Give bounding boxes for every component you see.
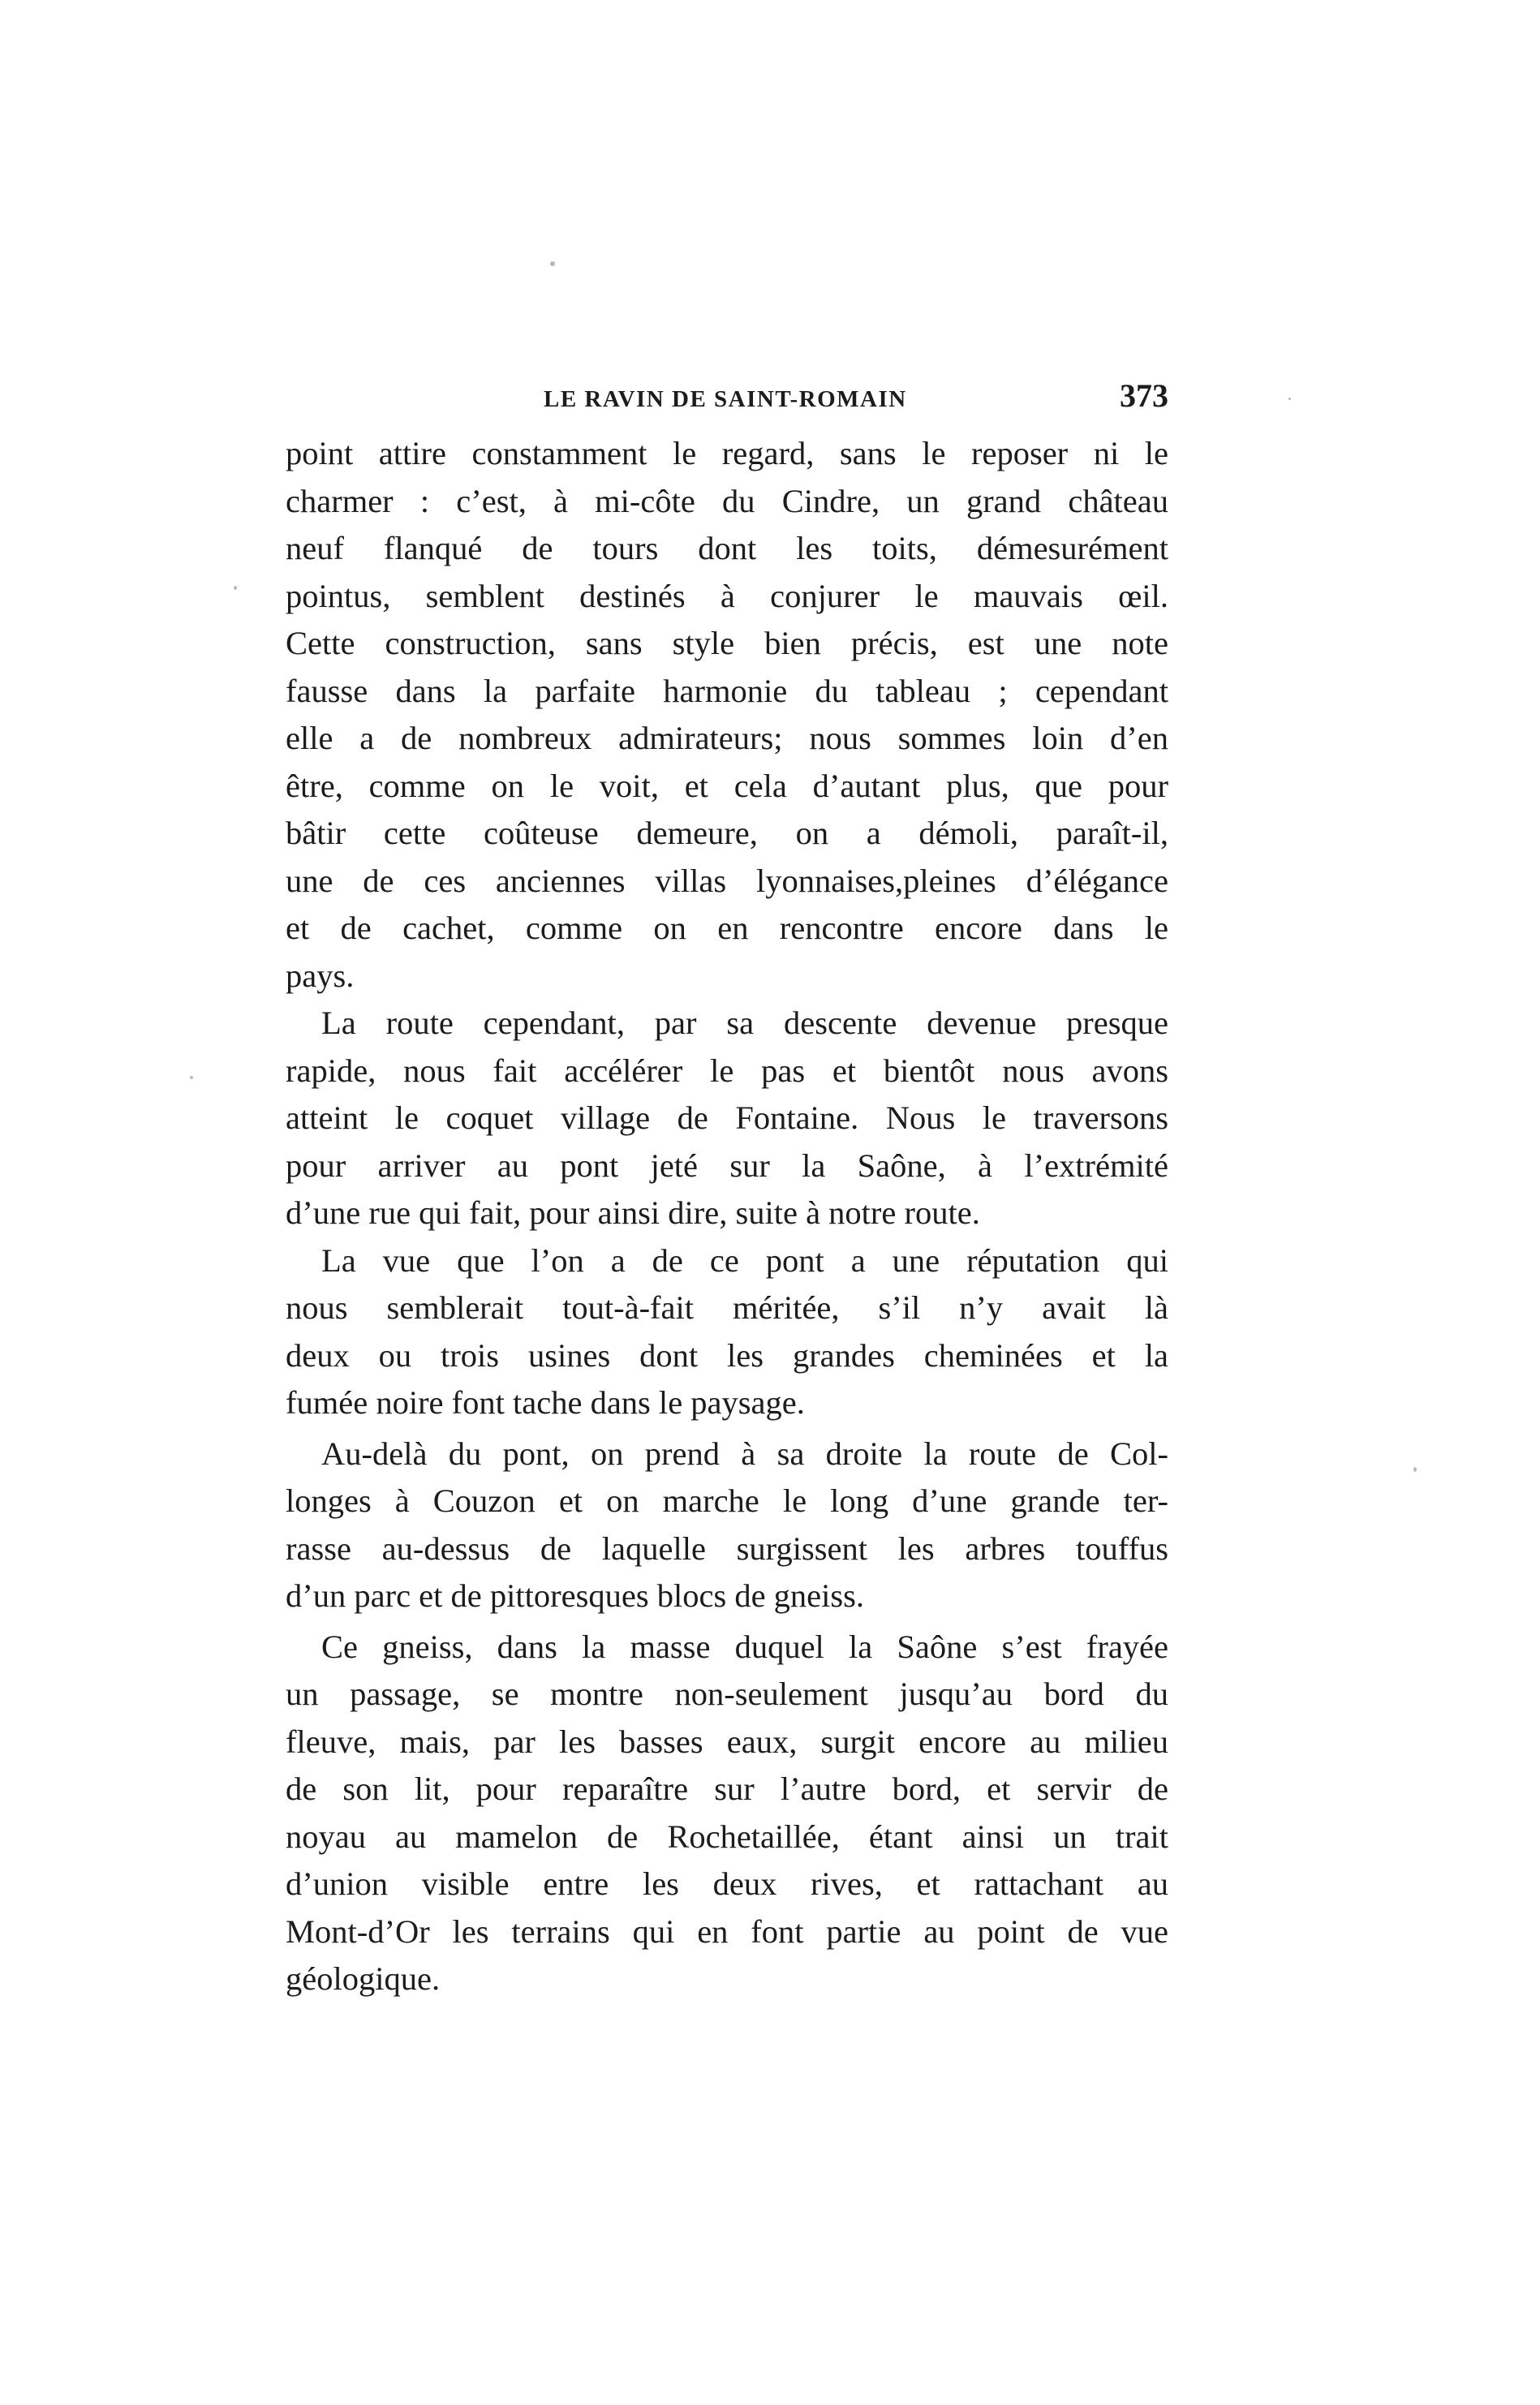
text-line: La route cependant, par sa descente devenue presque	[321, 1005, 1168, 1041]
text-line: d’un parc et de pittoresques blocs de gneiss.	[286, 1577, 865, 1614]
text-line: Ce gneiss, dans la masse duquel la Saône s’est frayée	[321, 1628, 1168, 1665]
text-line: La vue que l’on a de ce pont a une réputation qui	[321, 1241, 1168, 1279]
paragraph	[286, 430, 1168, 1000]
page-number: 373	[1120, 377, 1168, 414]
text-line: fleuve, mais, par les basses eaux, surgit encore au milieu	[286, 1723, 1168, 1760]
text-line: Cette construction, sans style bien précis, est une note	[286, 625, 1168, 661]
text-line: atteint le coquet village de Fontaine. Nous le traversons	[286, 1099, 1168, 1136]
text-line: fausse dans la parfaite harmonie du tableau ; cependant	[286, 672, 1168, 709]
scan-speck	[550, 261, 555, 266]
text-line: Mont-d’Or les terrains qui en font partie au point de vue	[286, 1912, 1168, 1950]
running-title: LE RAVIN DE SAINT-ROMAIN	[544, 386, 907, 412]
text-line: une de ces anciennes villas lyonnaises,pleines d’élégance	[286, 862, 1168, 899]
text-line: longes à Couzon et on marche le long d’une grande ter-	[286, 1482, 1168, 1519]
text-line: de son lit, pour reparaître sur l’autre bord, et servir de	[286, 1770, 1168, 1807]
scan-speck	[1288, 398, 1291, 400]
paragraph	[286, 1000, 1168, 1237]
text-line: fumée noire font tache dans le paysage.	[286, 1384, 805, 1421]
running-head	[286, 375, 1168, 424]
body-text	[286, 430, 1168, 2003]
text-line: pointus, semblent destinés à conjurer le mauvais œil.	[286, 577, 1168, 614]
text-line: rapide, nous fait accélérer le pas et bientôt nous avons	[286, 1052, 1168, 1089]
text-line: pays.	[286, 957, 355, 994]
text-line: nous semblerait tout-à-fait méritée, s’il n’y avait là	[286, 1289, 1168, 1326]
text-line: d’union visible entre les deux rives, et rattachant au	[286, 1865, 1168, 1902]
text-line: d’une rue qui fait, pour ainsi dire, suite à notre route.	[286, 1194, 980, 1231]
text-line: être, comme on le voit, et cela d’autant plus, que pour	[286, 767, 1168, 804]
text-line: point attire constamment le regard, sans le reposer ni le	[286, 435, 1168, 471]
text-line: neuf flanqué de tours dont les toits, démesurément	[286, 530, 1168, 566]
text-line: rasse au-dessus de laquelle surgissent les arbres touffus	[286, 1529, 1168, 1567]
text-line: et de cachet, comme on en rencontre encore dans le	[286, 910, 1168, 946]
text-line: géologique.	[286, 1960, 441, 1997]
text-line: bâtir cette coûteuse demeure, on a démoli, paraît-il,	[286, 815, 1168, 851]
paragraph	[286, 1431, 1168, 1620]
scan-speck	[1413, 1467, 1417, 1472]
text-line: un passage, se montre non-seulement jusqu’au bord du	[286, 1676, 1168, 1712]
text-line: deux ou trois usines dont les grandes cheminées et la	[286, 1336, 1168, 1374]
text-line: elle a de nombreux admirateurs; nous sommes loin d’en	[286, 720, 1168, 756]
text-line: charmer : c’est, à mi-côte du Cindre, un grand château	[286, 482, 1168, 519]
text-line: Au-delà du pont, on prend à sa droite la route de Col-	[321, 1435, 1168, 1472]
text-line: pour arriver au pont jeté sur la Saône, à l’extrémité	[286, 1147, 1168, 1184]
paragraph	[286, 1624, 1168, 2003]
scan-speck	[190, 1076, 193, 1079]
paragraph	[286, 1237, 1168, 1427]
scan-speck	[234, 586, 237, 590]
text-line: noyau au mamelon de Rochetaillée, étant ainsi un trait	[286, 1818, 1168, 1855]
